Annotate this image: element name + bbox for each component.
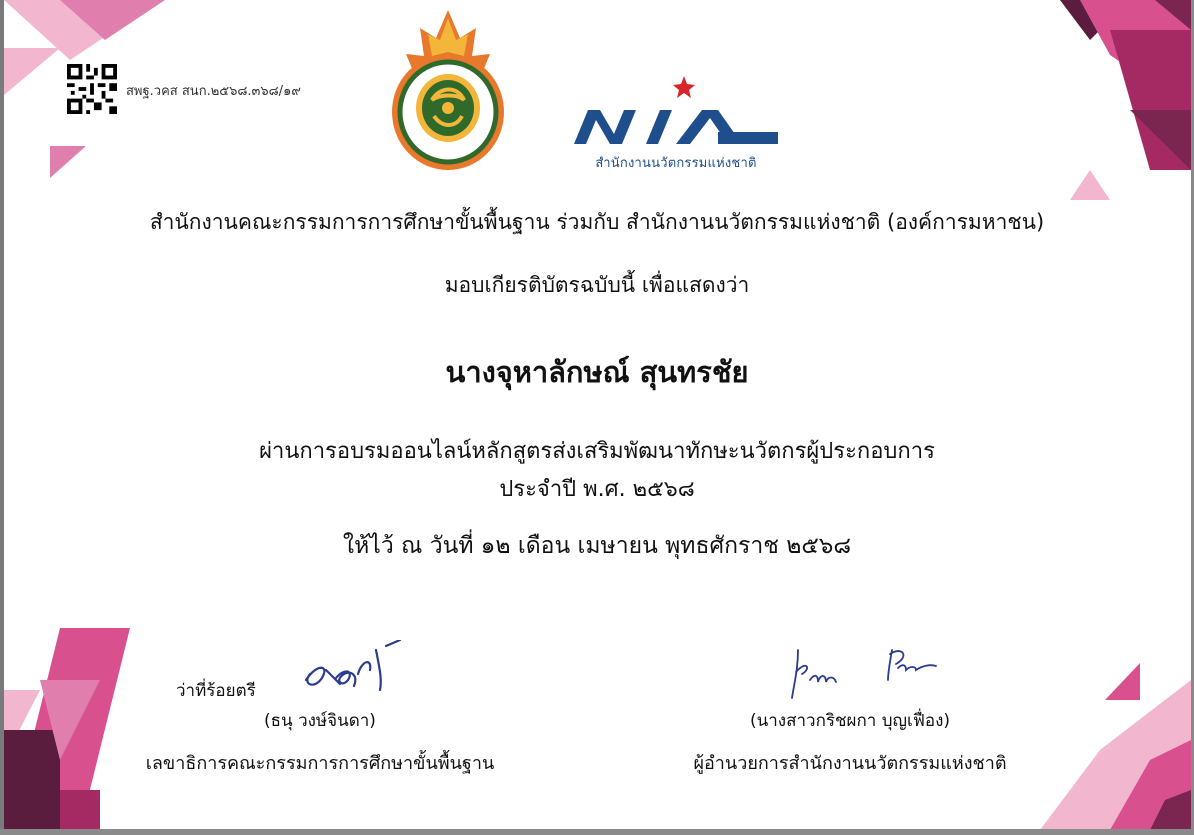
nia-subtitle: สำนักงานนวัตกรรมแห่งชาติ	[595, 156, 757, 171]
qr-code-icon[interactable]	[66, 64, 118, 114]
issuer-line: สำนักงานคณะกรรมการการศึกษาขั้นพื้นฐาน ร่วมกับ สำนักงานนวัตกรรมแห่งชาติ (องค์การมหาชน)	[149, 210, 1045, 234]
frame-left-border	[0, 0, 4, 835]
signatory-2-position: ผู้อำนวยการสำนักงานนวัตกรรมแห่งชาติ	[693, 753, 1007, 774]
emblem-icon	[388, 8, 508, 172]
signature-1-icon	[296, 640, 406, 702]
reference-number: สพฐ.วคส สนก.๒๕๖๘.๓๖๘/๑๙	[126, 84, 301, 99]
recipient-name: นางจุหาลักษณ์ สุนทรชัย	[445, 355, 749, 389]
grant-line: มอบเกียรติบัตรฉบับนี้ เพื่อแสดงว่า	[444, 273, 750, 297]
date-line: ให้ไว้ ณ วันที่ ๑๒ เดือน เมษายน พุทธศักราช ๒๕๖๘	[342, 533, 852, 559]
signatory-2-name: (นางสาวกริชผกา บุญเฟื่อง)	[750, 711, 950, 731]
signature-2-icon	[784, 644, 944, 702]
year-line: ประจำปี พ.ศ. ๒๕๖๘	[499, 477, 695, 502]
signatory-1-name: (ธนุ วงษ์จินดา)	[264, 711, 376, 731]
signatory-rank: ว่าที่ร้อยตรี	[176, 681, 256, 701]
course-line: ผ่านการอบรมออนไลน์หลักสูตรส่งเสริมพัฒนาทักษะนวัตกรผู้ประกอบการ	[259, 439, 935, 464]
signatory-1-position: เลขาธิการคณะกรรมการการศึกษาขั้นพื้นฐาน	[145, 753, 495, 774]
frame-bottom-border	[0, 829, 1194, 835]
